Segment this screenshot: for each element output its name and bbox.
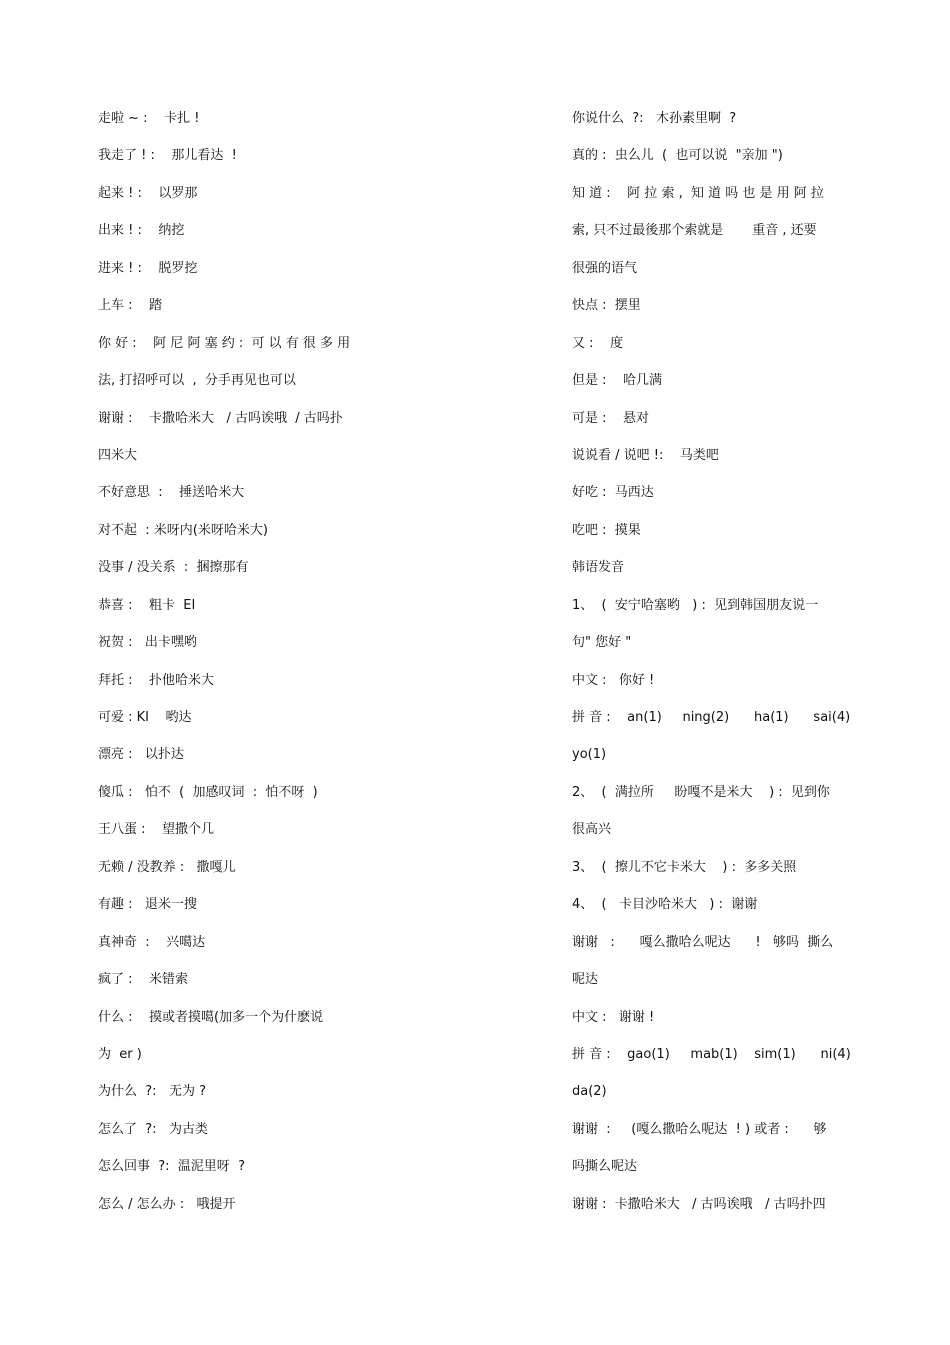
text-line: 起来 ! : 以罗那 [98, 185, 198, 201]
text-line: 快点 : 摆里 [572, 298, 641, 314]
text-line: 中文 : 你好 ! [572, 672, 655, 688]
text-line: 走啦 ~ : 卡扎 ! [98, 111, 200, 126]
text-line: 知 道 : 阿 拉 索 , 知 道 吗 也 是 用 阿 拉 [572, 185, 824, 201]
text-line: 韩语发音 [572, 560, 625, 576]
text-line: 什么 : 摸或者摸噶(加多一个为什麽说 [98, 1009, 324, 1025]
text-line: 祝贺 : 出卡嘿哟 [98, 635, 197, 651]
text-line: 谢谢 : 嘎么撒哈么呢达 ! 够吗 撕么 [572, 934, 834, 950]
text-line: 呢达 [572, 972, 599, 988]
text-line: 很高兴 [572, 822, 612, 838]
text-line: 为什么 ?: 无为 ? [98, 1084, 206, 1100]
text-line: 很强的语气 [572, 260, 638, 276]
text-line: 句" 您好 " [572, 635, 632, 651]
text-line: 我走了 ! : 那儿看达 ! [98, 148, 237, 164]
text-line: 出来 ! : 纳挖 [98, 223, 185, 239]
text-line: 无赖 / 没教养 : 撒嘎儿 [98, 859, 236, 875]
text-line: 怎么回事 ?: 温泥里呀 ? [98, 1159, 245, 1175]
text-line: 上车 : 踏 [98, 298, 163, 314]
right-column [572, 104, 857, 1227]
text-line: 索, 只不过最後那个索就是 重音 , 还要 [572, 223, 817, 239]
text-line: 中文 : 谢谢 ! [572, 1009, 655, 1025]
text-line: 说说看 / 说吧 !: 马类吧 [572, 447, 719, 463]
text-line: 有趣 : 退米一搜 [98, 897, 197, 913]
text-line: 拜托 : 扑他哈米大 [98, 672, 215, 688]
text-line: 拼 音 : gao(1) mab(1) sim(1) ni(4) [572, 1046, 851, 1062]
text-line: 谢谢 : 卡撒哈米大 / 古吗诶哦 / 古吗扑四 [572, 1196, 826, 1212]
text-line: 疯了 : 米错索 [98, 972, 189, 988]
text-line: 谢谢 : (嘎么撒哈么呢达 ! ) 或者 : 够 [572, 1121, 827, 1137]
text-line: 1、 ( 安宁哈塞哟 ) : 见到韩国朋友说一 [572, 597, 819, 613]
text-line: 怎么 / 怎么办 : 哦提开 [98, 1196, 236, 1212]
text-line: 不好意思 : 捶送哈米大 [98, 485, 245, 501]
text-line: 四米大 [98, 447, 138, 463]
text-line: 吃吧 : 摸果 [572, 522, 641, 538]
text-line: yo(1) [572, 747, 607, 763]
text-line: 怎么了 ?: 为古类 [98, 1121, 208, 1137]
text-line: 可是 : 悬对 [572, 410, 650, 426]
text-line: 真的 : 虫么儿 ( 也可以说 "亲加 ") [572, 148, 783, 164]
text-line: da(2) [572, 1084, 607, 1100]
text-line: 又 : 度 [572, 335, 624, 351]
text-line: 但是 : 哈几满 [572, 373, 663, 389]
text-line: 为 er ) [98, 1046, 142, 1062]
text-line: 谢谢 : 卡撒哈米大 / 古吗诶哦 / 古吗扑 [98, 410, 343, 426]
text-line: 进来 ! : 脱罗挖 [98, 260, 198, 276]
text-line: 拼 音 : an(1) ning(2) ha(1) sai(4) [572, 710, 851, 725]
text-line: 吗撕么呢达 [572, 1159, 638, 1175]
text-line: 没事 / 没关系 : 捆擦那有 [98, 560, 249, 576]
text-line: 你说什么 ?: 木孙素里啊 ? [572, 111, 737, 126]
text-line: 漂亮 : 以扑达 [98, 747, 184, 763]
text-line: 3、 ( 擦儿不它卡米大 ) : 多多关照 [572, 859, 797, 875]
left-column [98, 104, 388, 1227]
text-line: 对不起 : 米呀内(米呀哈米大) [98, 522, 268, 538]
text-line: 你 好 : 阿 尼 阿 塞 约 : 可 以 有 很 多 用 [98, 335, 351, 351]
text-line: 傻瓜 : 怕不 ( 加感叹词 : 怕不呀 ) [98, 784, 318, 800]
text-line: 可爱 : KI 哟达 [98, 710, 192, 725]
text-line: 2、 ( 满拉所 盼嘎不是米大 ) : 见到你 [572, 784, 830, 800]
text-line: 恭喜 : 粗卡 EI [98, 597, 196, 613]
text-line: 好吃 : 马西达 [572, 485, 654, 501]
text-line: 王八蛋 : 望撒个几 [98, 822, 215, 838]
text-line: 4、 ( 卡目沙哈米大 ) : 谢谢 [572, 897, 758, 913]
text-line: 真神奇 : 兴噶达 [98, 934, 206, 950]
text-line: 法, 打招呼可以 , 分手再见也可以 [98, 373, 296, 389]
